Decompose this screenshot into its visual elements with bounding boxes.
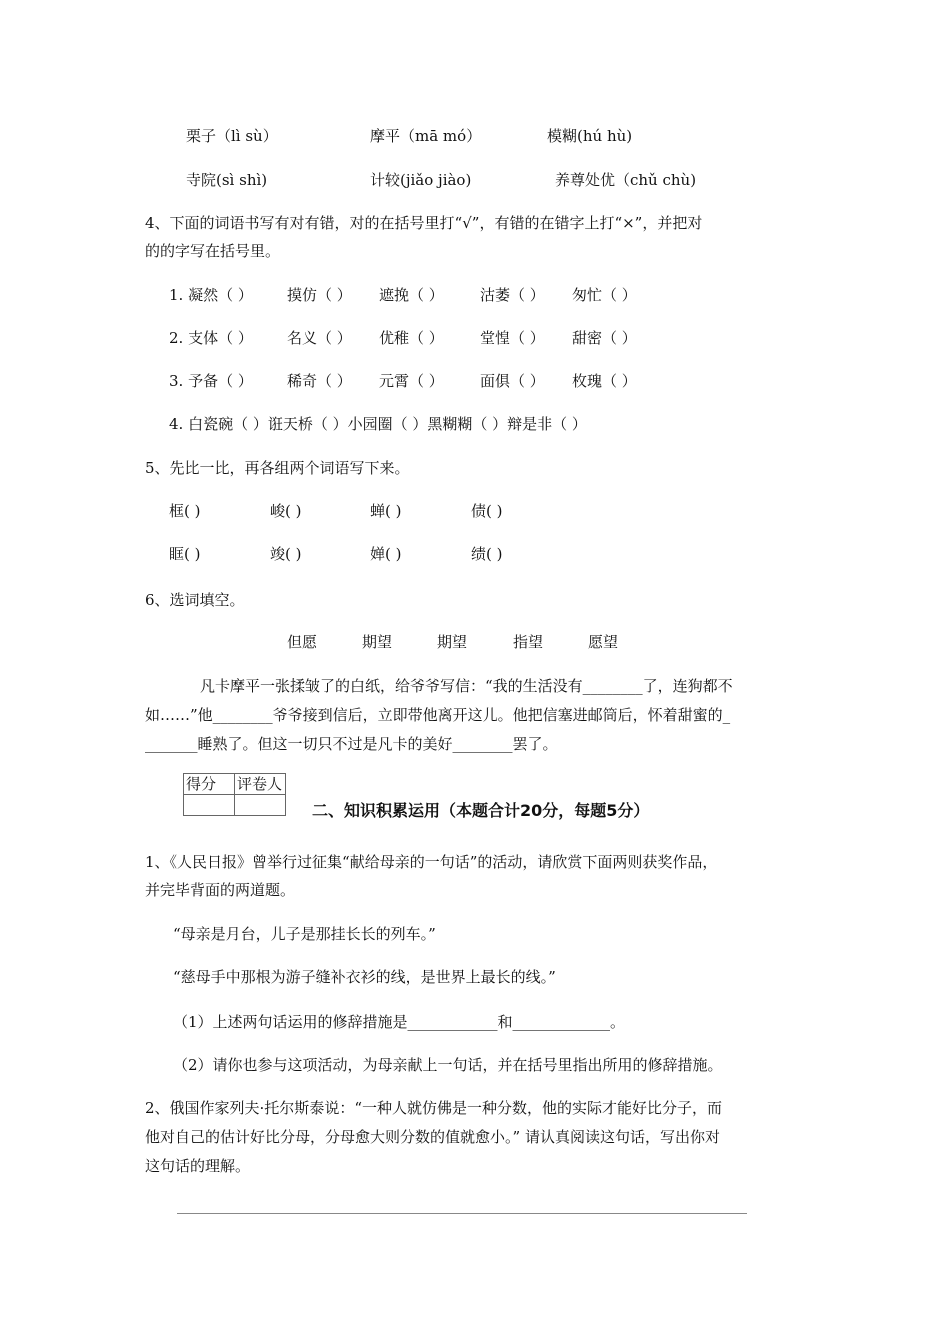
q6-word-option: 期望 bbox=[362, 633, 393, 651]
q4-word-row: 4. 白瓷碗（ ）诳天桥（ ）小园圈（ ）黑糊糊（ ）辩是非（ ） bbox=[169, 415, 587, 433]
q5-char: 婵( ) bbox=[370, 545, 402, 563]
q4-word: 面俱（ ） bbox=[480, 372, 545, 390]
q5-char: 蝉( ) bbox=[370, 502, 402, 520]
pinyin-item: 模糊(hú hù) bbox=[547, 127, 633, 145]
q6-paragraph: _______睡熟了。但这一切只不过是凡卡的美好________罢了。 bbox=[145, 735, 558, 753]
q4-word: 堂惶（ ） bbox=[480, 329, 545, 347]
q4-word: 沽萎（ ） bbox=[480, 286, 545, 304]
s2-q2-cont: 他对自己的估计好比分母，分母愈大则分数的值就愈小。” 请认真阅读这句话，写出你对 bbox=[145, 1128, 720, 1146]
score-box bbox=[183, 773, 286, 816]
q4-word: 枚瑰（ ） bbox=[572, 372, 637, 390]
q4-word: 甜密（ ） bbox=[572, 329, 637, 347]
s2-q2: 2、俄国作家列夫·托尔斯泰说：“一种人就仿佛是一种分数，他的实际才能好比分子，而 bbox=[145, 1099, 722, 1117]
s2-q1-cont: 并完毕背面的两道题。 bbox=[145, 881, 296, 899]
q4-word: 优稚（ ） bbox=[379, 329, 444, 347]
score-label: 得分 bbox=[184, 774, 235, 795]
quote: “母亲是月台，儿子是那挂长长的列车。” bbox=[173, 925, 436, 943]
pinyin-item: 寺院(sì shì) bbox=[186, 171, 268, 189]
grader-label: 评卷人 bbox=[235, 774, 286, 795]
q6-paragraph: 如……”他________爷爷接到信后，立即带他离开这儿。他把信塞进邮筒后，怀着甜蜜的_ bbox=[145, 706, 731, 724]
q5-char: 峻( ) bbox=[270, 502, 302, 520]
pinyin-item: 养尊处优（chǔ chù) bbox=[555, 171, 697, 189]
score-cell[interactable] bbox=[184, 795, 235, 816]
q4-word: 稀奇（ ） bbox=[287, 372, 352, 390]
q4-word: 3. 予备（ ） bbox=[169, 372, 253, 390]
pinyin-item: 栗子（lì sù） bbox=[186, 127, 278, 145]
sub-question: （1）上述两句话运用的修辞措施是____________和_____________。 bbox=[173, 1013, 626, 1031]
q5-char: 债( ) bbox=[471, 502, 503, 520]
quote: “慈母手中那根为游子缝补衣衫的线，是世界上最长的线。” bbox=[173, 968, 556, 986]
q6-word-option: 但愿 bbox=[287, 633, 318, 651]
q4-title: 4、下面的词语书写有对有错，对的在括号里打“√”，有错的在错字上打“×”，并把对 bbox=[145, 214, 703, 232]
grader-cell[interactable] bbox=[235, 795, 286, 816]
q5-char: 竣( ) bbox=[270, 545, 302, 563]
q5-char: 眶( ) bbox=[169, 545, 201, 563]
pinyin-item: 摩平（mā mó） bbox=[370, 127, 482, 145]
q4-word: 遮挽（ ） bbox=[379, 286, 444, 304]
q4-title-cont: 的的字写在括号里。 bbox=[145, 242, 281, 260]
q5-title: 5、先比一比，再各组两个词语写下来。 bbox=[145, 459, 410, 477]
q6-word-option: 指望 bbox=[513, 633, 544, 651]
section-title: 二、知识积累运用（本题合计20分，每题5分） bbox=[312, 801, 650, 820]
q4-word: 元霄（ ） bbox=[379, 372, 444, 390]
q5-char: 绩( ) bbox=[471, 545, 503, 563]
s2-q1: 1、《人民日报》曾举行过征集“献给母亲的一句话”的活动，请欣赏下面两则获奖作品， bbox=[145, 853, 718, 871]
q6-title: 6、选词填空。 bbox=[145, 591, 245, 609]
q6-word-option: 愿望 bbox=[588, 633, 619, 651]
q4-word: 匆忙（ ） bbox=[572, 286, 637, 304]
q5-char: 框( ) bbox=[169, 502, 201, 520]
answer-line[interactable] bbox=[177, 1213, 747, 1214]
q6-paragraph: 凡卡摩平一张揉皱了的白纸，给爷爷写信：“我的生活没有________了，连狗都不 bbox=[200, 677, 733, 695]
q4-word: 2. 支体（ ） bbox=[169, 329, 253, 347]
pinyin-item: 计较(jiǎo jiào) bbox=[370, 171, 472, 189]
q4-word: 摸仿（ ） bbox=[287, 286, 352, 304]
q4-word: 1. 凝然（ ） bbox=[169, 286, 253, 304]
q6-word-option: 期望 bbox=[437, 633, 468, 651]
q4-word: 名义（ ） bbox=[287, 329, 352, 347]
sub-question: （2）请你也参与这项活动，为母亲献上一句话，并在括号里指出所用的修辞措施。 bbox=[173, 1056, 723, 1074]
s2-q2-cont: 这句话的理解。 bbox=[145, 1157, 251, 1175]
